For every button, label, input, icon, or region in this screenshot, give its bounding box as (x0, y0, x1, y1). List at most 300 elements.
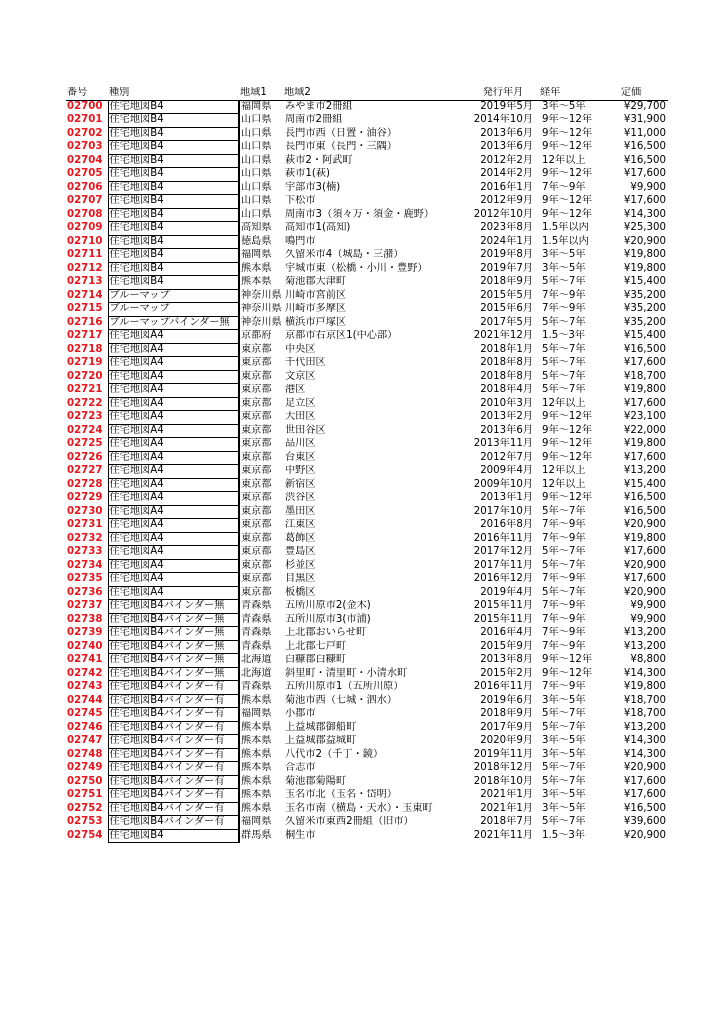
item-region1: 青森県 (241, 681, 272, 692)
item-code: 02709 (67, 222, 103, 233)
item-type: 住宅地図A4 (108, 424, 239, 438)
table-row (66, 505, 668, 519)
header-date: 発行年月 (466, 87, 539, 100)
table-row (66, 573, 668, 587)
item-date: 2021年1月 (480, 789, 533, 800)
item-age: 5年～7年 (542, 721, 586, 733)
item-price: ¥9,900 (630, 613, 666, 625)
item-price: ¥39,600 (623, 816, 666, 827)
item-age: 7年～9年 (542, 303, 586, 314)
table-row (66, 667, 668, 681)
item-price: ¥13,200 (623, 640, 666, 652)
item-code: 02751 (67, 789, 103, 800)
item-date: 2013年1月 (480, 492, 533, 503)
item-date: 2018年9月 (480, 708, 533, 719)
item-date: 2018年4月 (480, 384, 533, 395)
item-age: 7年～9年 (542, 613, 586, 625)
item-type: 住宅地図A4 (108, 330, 239, 344)
item-code: 02749 (67, 762, 103, 773)
item-age: 7年～9年 (542, 681, 586, 692)
item-region2: 京都市右京区1(中心部） (285, 330, 398, 341)
item-code: 02702 (67, 127, 103, 139)
item-price: ¥22,000 (623, 424, 666, 436)
item-region2: 合志市 (285, 762, 316, 773)
item-age: 5年～7年 (542, 708, 586, 719)
item-price: ¥35,200 (623, 316, 666, 328)
item-region2: 足立区 (285, 397, 316, 409)
item-code: 02727 (67, 465, 103, 476)
item-region1: 群馬県 (241, 829, 272, 841)
table-row (66, 235, 668, 249)
item-region2: 世田谷区 (285, 424, 326, 436)
item-region2: 菊池郡大津町 (285, 276, 347, 287)
table-body (66, 100, 668, 843)
item-price: ¥20,900 (623, 559, 666, 571)
item-price: ¥18,700 (623, 708, 666, 719)
item-age: 7年～9年 (542, 573, 586, 584)
item-type: 住宅地図A4 (108, 384, 239, 398)
item-type: 住宅地図B4バインダー有 (108, 735, 239, 749)
item-date: 2023年8月 (480, 222, 533, 233)
item-code: 02707 (67, 195, 103, 206)
item-region2: 豊島区 (285, 546, 316, 557)
item-price: ¥9,900 (630, 600, 666, 611)
table-row (66, 154, 668, 168)
item-code: 02723 (67, 411, 103, 422)
item-type: 住宅地図A4 (108, 343, 239, 357)
table-row (66, 694, 668, 708)
item-code: 02747 (67, 735, 103, 746)
item-region1: 熊本県 (241, 735, 272, 746)
item-type: 住宅地図A4 (108, 478, 239, 492)
item-code: 02735 (67, 573, 103, 584)
table-row (66, 222, 668, 236)
item-age: 12年以上 (542, 154, 586, 166)
item-price: ¥9,900 (630, 181, 666, 193)
item-date: 2014年10月 (473, 114, 533, 125)
item-price: ¥14,300 (623, 748, 666, 760)
item-code: 02739 (67, 627, 103, 638)
item-age: 1.5～3年 (542, 829, 586, 841)
table-row (66, 195, 668, 209)
item-region2: 千代田区 (285, 357, 326, 368)
header-age: 経年 (539, 87, 593, 100)
item-region1: 青森県 (241, 613, 272, 625)
item-code: 02713 (67, 276, 103, 287)
item-date: 2017年10月 (473, 505, 533, 517)
item-code: 02714 (67, 289, 103, 301)
item-age: 3年～5年 (542, 735, 586, 746)
item-age: 1.5年以内 (542, 222, 589, 233)
item-price: ¥16,500 (623, 141, 666, 152)
item-price: ¥15,400 (623, 276, 666, 287)
item-price: ¥19,800 (623, 438, 666, 449)
item-date: 2017年9月 (480, 721, 533, 733)
item-region1: 山口県 (241, 114, 272, 125)
item-code: 02725 (67, 438, 103, 449)
table-row (66, 249, 668, 263)
item-code: 02720 (67, 370, 103, 382)
item-region1: 東京都 (241, 573, 272, 584)
table-row (66, 181, 668, 195)
item-type: 住宅地図B4バインダー有 (108, 802, 239, 816)
item-region1: 東京都 (241, 357, 272, 368)
item-age: 9年～12年 (542, 127, 593, 139)
item-price: ¥17,600 (623, 546, 666, 557)
item-date: 2021年11月 (473, 829, 533, 841)
item-date: 2016年8月 (480, 519, 533, 530)
item-price: ¥19,800 (623, 262, 666, 274)
item-age: 1.5年以内 (542, 235, 589, 247)
item-region1: 東京都 (241, 546, 272, 557)
item-region2: 文京区 (285, 370, 316, 382)
table-row (66, 276, 668, 290)
item-code: 02728 (67, 478, 103, 490)
item-type: 住宅地図A4 (108, 559, 239, 573)
item-region2: 川崎市宮前区 (285, 289, 347, 301)
table-row (66, 748, 668, 762)
header-region2: 地域2 (283, 87, 466, 100)
item-type: 住宅地図B4 (108, 127, 239, 141)
item-region2: 菊池郡菊陽町 (285, 775, 347, 787)
item-date: 2016年1月 (480, 181, 533, 193)
item-date: 2021年1月 (480, 802, 533, 814)
item-code: 02717 (67, 330, 103, 341)
item-region1: 熊本県 (241, 262, 272, 274)
item-age: 9年～12年 (542, 114, 593, 125)
item-code: 02734 (67, 559, 103, 571)
item-price: ¥16,500 (623, 505, 666, 517)
item-age: 3年～5年 (542, 100, 586, 112)
item-code: 02744 (67, 694, 103, 706)
item-region2: 墨田区 (285, 505, 316, 517)
item-region2: 萩市1(萩) (285, 168, 330, 179)
item-code: 02710 (67, 235, 103, 247)
item-region2: 大田区 (285, 411, 316, 422)
item-region1: 徳島県 (241, 235, 272, 247)
item-price: ¥17,600 (623, 357, 666, 368)
item-price: ¥16,500 (623, 492, 666, 503)
item-region1: 東京都 (241, 505, 272, 517)
item-age: 9年～12年 (542, 208, 593, 220)
item-age: 5年～7年 (542, 775, 586, 787)
item-date: 2013年6月 (480, 141, 533, 152)
item-date: 2018年9月 (480, 276, 533, 287)
item-date: 2019年4月 (480, 586, 533, 598)
item-code: 02715 (67, 303, 103, 314)
item-region2: 渋谷区 (285, 492, 316, 503)
table-row (66, 546, 668, 560)
item-code: 02701 (67, 114, 103, 125)
item-region2: 鳴門市 (285, 235, 316, 247)
item-date: 2021年12月 (473, 330, 533, 341)
table-row (66, 681, 668, 695)
item-type: 住宅地図B4バインダー有 (108, 816, 239, 830)
item-region2: 上益城郡益城町 (285, 735, 357, 746)
item-code: 02721 (67, 384, 103, 395)
item-date: 2019年6月 (480, 694, 533, 706)
item-region1: 東京都 (241, 397, 272, 409)
item-region2: 江東区 (285, 519, 316, 530)
table-row (66, 316, 668, 330)
item-price: ¥13,200 (623, 465, 666, 476)
item-type: 住宅地図A4 (108, 411, 239, 425)
item-price: ¥17,600 (623, 397, 666, 409)
item-age: 9年～12年 (542, 424, 593, 436)
table-row (66, 600, 668, 614)
item-date: 2020年9月 (480, 735, 533, 746)
table-row (66, 370, 668, 384)
item-age: 5年～7年 (542, 370, 586, 382)
item-price: ¥20,900 (623, 519, 666, 530)
item-region1: 東京都 (241, 424, 272, 436)
item-code: 02732 (67, 532, 103, 544)
table-row (66, 735, 668, 749)
item-region1: 東京都 (241, 532, 272, 544)
item-code: 02700 (67, 100, 103, 112)
item-price: ¥19,800 (623, 384, 666, 395)
item-region2: 久留米市東西2冊組（旧市） (285, 816, 414, 827)
item-price: ¥14,300 (623, 735, 666, 746)
item-age: 9年～12年 (542, 492, 593, 503)
item-type: 住宅地図B4 (108, 262, 239, 276)
table-row (66, 357, 668, 371)
item-date: 2015年11月 (473, 613, 533, 625)
item-region1: 東京都 (241, 492, 272, 503)
price-list-table (66, 87, 668, 843)
table-row (66, 478, 668, 492)
item-price: ¥20,900 (623, 829, 666, 841)
item-code: 02733 (67, 546, 103, 557)
item-region1: 青森県 (241, 600, 272, 611)
item-age: 5年～7年 (542, 816, 586, 827)
header-row (66, 87, 668, 100)
item-type: 住宅地図B4 (108, 168, 239, 182)
table-row (66, 762, 668, 776)
item-type: 住宅地図A4 (108, 505, 239, 519)
item-date: 2019年8月 (480, 249, 533, 260)
item-code: 02722 (67, 397, 103, 409)
item-type: 住宅地図B4 (108, 222, 239, 236)
table-row (66, 343, 668, 357)
table-row (66, 492, 668, 506)
item-price: ¥15,400 (623, 330, 666, 341)
item-price: ¥18,700 (623, 694, 666, 706)
item-region1: 東京都 (241, 451, 272, 463)
item-age: 7年～9年 (542, 289, 586, 301)
item-date: 2012年2月 (480, 154, 533, 166)
item-code: 02742 (67, 667, 103, 679)
item-region1: 青森県 (241, 640, 272, 652)
table-row (66, 384, 668, 398)
item-age: 9年～12年 (542, 168, 593, 179)
item-region2: 台東区 (285, 451, 316, 463)
item-code: 02754 (67, 829, 103, 841)
table-row (66, 397, 668, 411)
item-date: 2017年12月 (473, 546, 533, 557)
item-price: ¥35,200 (623, 289, 666, 301)
table-row (66, 424, 668, 438)
item-date: 2015年2月 (480, 667, 533, 679)
item-type: 住宅地図B4バインダー有 (108, 708, 239, 722)
item-code: 02712 (67, 262, 103, 274)
table-row (66, 208, 668, 222)
item-region1: 東京都 (241, 586, 272, 598)
item-type: 住宅地図B4 (108, 829, 239, 843)
item-region2: 横浜市戸塚区 (285, 316, 347, 328)
item-age: 9年～12年 (542, 451, 593, 463)
item-region1: 東京都 (241, 411, 272, 422)
item-age: 1.5～3年 (542, 330, 586, 341)
item-region2: 八代市2（千丁・鏡） (285, 748, 384, 760)
item-region1: 山口県 (241, 141, 272, 152)
item-region2: 川崎市多摩区 (285, 303, 347, 314)
item-price: ¥17,600 (623, 451, 666, 463)
item-code: 02706 (67, 181, 103, 193)
item-date: 2019年11月 (473, 748, 533, 760)
item-region2: 葛飾区 (285, 532, 316, 544)
item-date: 2013年2月 (480, 411, 533, 422)
item-date: 2024年1月 (480, 235, 533, 247)
item-region1: 山口県 (241, 127, 272, 139)
item-region2: 斜里町・清里町・小清水町 (285, 667, 408, 679)
item-region2: 杉並区 (285, 559, 316, 571)
item-date: 2009年10月 (473, 478, 533, 490)
table-row (66, 613, 668, 627)
item-region1: 青森県 (241, 627, 272, 638)
item-date: 2016年4月 (480, 627, 533, 638)
table-row (66, 127, 668, 141)
item-region1: 熊本県 (241, 789, 272, 800)
item-type: 住宅地図A4 (108, 492, 239, 506)
item-type: 住宅地図A4 (108, 546, 239, 560)
item-price: ¥25,300 (623, 222, 666, 233)
item-age: 5年～7年 (542, 586, 586, 598)
item-code: 02730 (67, 505, 103, 517)
item-region1: 神奈川県 (241, 303, 282, 314)
item-price: ¥17,600 (623, 775, 666, 787)
item-age: 5年～7年 (542, 357, 586, 368)
item-age: 5年～7年 (542, 505, 586, 517)
item-price: ¥17,600 (623, 789, 666, 800)
table-row (66, 303, 668, 317)
item-region1: 北海道 (241, 654, 272, 665)
item-age: 3年～5年 (542, 249, 586, 260)
item-price: ¥17,600 (623, 573, 666, 584)
item-type: 住宅地図B4 (108, 276, 239, 290)
item-region1: 京都府 (241, 330, 272, 341)
item-date: 2019年5月 (480, 100, 533, 112)
table-row (66, 586, 668, 600)
table-row (66, 829, 668, 843)
item-region2: 周南市2冊組 (285, 114, 343, 125)
item-date: 2012年7月 (480, 451, 533, 463)
item-region2: 中野区 (285, 465, 316, 476)
item-type: 住宅地図B4バインダー無 (108, 667, 239, 681)
item-code: 02741 (67, 654, 103, 665)
item-price: ¥14,300 (623, 208, 666, 220)
item-region2: 上益城郡御船町 (285, 721, 357, 733)
price-list-sheet (66, 87, 668, 843)
item-price: ¥8,800 (630, 654, 666, 665)
table-row (66, 141, 668, 155)
item-region2: 港区 (285, 384, 306, 395)
item-age: 12年以上 (542, 465, 586, 476)
item-region1: 東京都 (241, 519, 272, 530)
item-type: 住宅地図B4バインダー有 (108, 775, 239, 789)
item-date: 2019年7月 (480, 262, 533, 274)
item-region2: 菊池市西（七城・泗水） (285, 694, 398, 706)
item-code: 02729 (67, 492, 103, 503)
item-code: 02752 (67, 802, 103, 814)
item-type: ブルーマップ (108, 289, 239, 303)
item-region1: 山口県 (241, 154, 272, 166)
item-code: 02718 (67, 343, 103, 355)
item-date: 2015年6月 (480, 303, 533, 314)
item-date: 2018年12月 (473, 762, 533, 773)
item-region2: 高知市1(高知) (285, 222, 351, 233)
item-age: 12年以上 (542, 478, 586, 490)
item-region1: 高知県 (241, 222, 272, 233)
item-date: 2018年8月 (480, 370, 533, 382)
item-age: 7年～9年 (542, 519, 586, 530)
item-region1: 熊本県 (241, 694, 272, 706)
item-date: 2009年4月 (480, 465, 533, 476)
item-region2: 下松市 (285, 195, 316, 206)
item-date: 2015年5月 (480, 289, 533, 301)
item-date: 2016年11月 (473, 532, 533, 544)
item-age: 9年～12年 (542, 141, 593, 152)
item-region1: 神奈川県 (241, 289, 282, 301)
item-type: 住宅地図A4 (108, 532, 239, 546)
item-date: 2015年9月 (480, 640, 533, 652)
item-region2: 上北郡おいらせ町 (285, 627, 367, 638)
item-age: 5年～7年 (542, 316, 586, 328)
item-date: 2013年8月 (480, 654, 533, 665)
item-type: 住宅地図B4 (108, 181, 239, 195)
item-price: ¥15,400 (623, 478, 666, 490)
item-region1: 山口県 (241, 181, 272, 193)
item-type: 住宅地図A4 (108, 573, 239, 587)
table-row (66, 168, 668, 182)
item-age: 7年～9年 (542, 532, 586, 544)
item-date: 2012年10月 (473, 208, 533, 220)
item-code: 02746 (67, 721, 103, 733)
item-age: 9年～12年 (542, 667, 593, 679)
item-age: 7年～9年 (542, 600, 586, 611)
item-price: ¥17,600 (623, 195, 666, 206)
item-code: 02748 (67, 748, 103, 760)
item-region2: 長門市東（長門・三隅） (285, 141, 398, 152)
item-price: ¥13,200 (623, 721, 666, 733)
item-date: 2010年3月 (480, 397, 533, 409)
item-region1: 福岡県 (241, 708, 272, 719)
item-price: ¥19,800 (623, 532, 666, 544)
item-region2: 五所川原市3(市浦) (285, 613, 371, 625)
item-region1: 山口県 (241, 208, 272, 220)
item-date: 2015年11月 (473, 600, 533, 611)
item-code: 02719 (67, 357, 103, 368)
item-type: 住宅地図B4 (108, 235, 239, 249)
item-date: 2018年10月 (473, 775, 533, 787)
item-age: 9年～12年 (542, 195, 593, 206)
item-code: 02705 (67, 168, 103, 179)
item-type: 住宅地図B4 (108, 249, 239, 263)
item-code: 02711 (67, 249, 103, 260)
item-region1: 東京都 (241, 559, 272, 571)
table-row (66, 775, 668, 789)
item-price: ¥20,900 (623, 586, 666, 598)
